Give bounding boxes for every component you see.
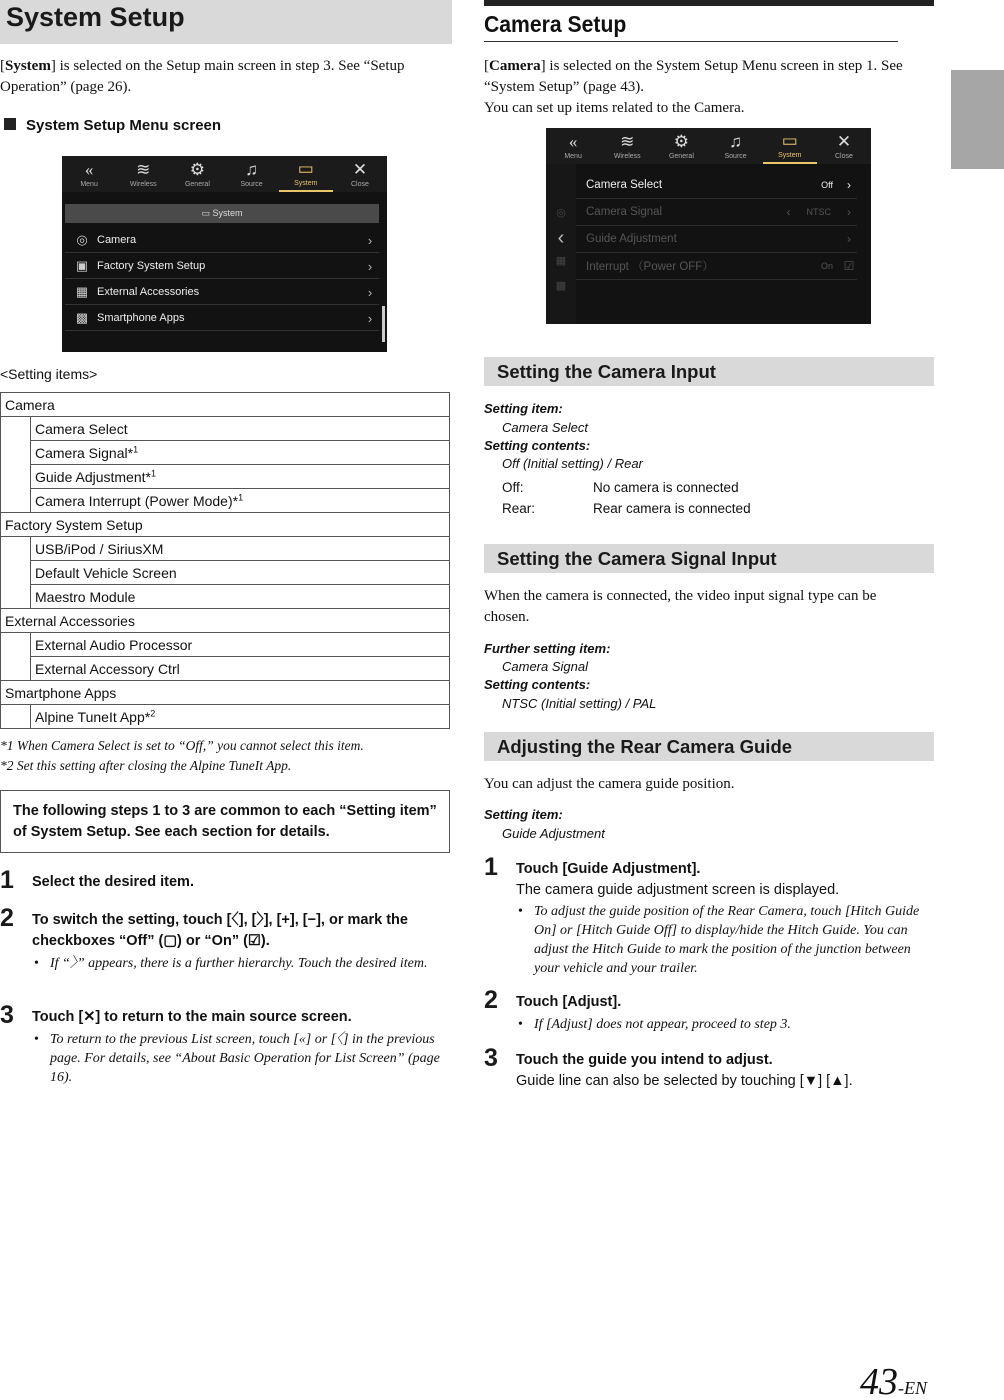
tab-general[interactable]: ⚙ General <box>668 131 694 160</box>
monitor-icon: ▭ <box>781 130 798 150</box>
step-number: 1 <box>484 853 498 881</box>
rear-label: Rear: <box>502 501 536 516</box>
further-setting-value: Camera Signal <box>502 659 588 674</box>
tab-close[interactable]: ✕ Close <box>834 131 853 160</box>
accessories-icon: ▦ <box>555 255 567 267</box>
table-item: Default Vehicle Screen <box>31 561 450 585</box>
page-number: 43-EN <box>860 1361 927 1400</box>
setting-item-label: Setting item: <box>484 401 563 416</box>
tab-source[interactable]: ♫ Source <box>724 131 747 160</box>
footnote-1: *1 When Camera Select is set to “Off,” you cannot select this item. <box>0 738 364 753</box>
setting-items-table <box>0 392 450 729</box>
step-number: 2 <box>484 986 498 1014</box>
camera-icon: ◎ <box>76 232 88 247</box>
setting-contents-label: Setting contents: <box>484 677 591 692</box>
chevron-right-icon: › <box>367 258 373 274</box>
screen-row-external[interactable]: ▦ External Accessories › <box>65 280 379 305</box>
tab-menu[interactable]: « Menu <box>80 159 98 188</box>
tab-close[interactable]: ✕ Close <box>350 159 369 188</box>
table-item: External Accessory Ctrl <box>31 657 450 681</box>
screen-row-camera-select[interactable]: Camera Select Off › <box>576 172 857 199</box>
section-camera-input: Setting the Camera Input <box>484 357 934 386</box>
screen-system-header: ▭ System <box>65 204 379 223</box>
footnote-2: *2 Set this setting after closing the Alpine TuneIt App. <box>0 758 292 773</box>
rear-description: Rear camera is connected <box>593 501 751 516</box>
table-item: Camera Interrupt (Power Mode)*$^1$ <box>31 489 450 513</box>
setting-item-value: Camera Select <box>502 420 588 435</box>
system-intro: [System] is selected on the Setup main screen in step 3. See “Setup Operation” (page 26). <box>0 58 405 95</box>
tab-source[interactable]: ♫ Source <box>240 159 263 188</box>
music-note-icon: ♫ <box>245 159 258 179</box>
setting-item-value: Guide Adjustment <box>502 826 605 841</box>
left-column <box>0 0 452 134</box>
step-number: 2 <box>0 904 14 932</box>
close-icon: ✕ <box>352 159 368 179</box>
screen-side-icons <box>546 164 576 324</box>
setting-contents-label: Setting contents: <box>484 438 591 453</box>
table-item: Alpine TuneIt App*$^2$ <box>31 705 450 729</box>
page-title: System Setup <box>6 2 185 32</box>
table-item: Guide Adjustment*$^1$ <box>31 465 450 489</box>
camera-icon: ◎ <box>556 207 566 219</box>
screen-row-guide-adjustment: Guide Adjustment › <box>576 226 857 253</box>
tab-system[interactable]: ▭ System <box>279 156 333 192</box>
apps-icon: ▩ <box>555 280 567 292</box>
system-setup-menu-screenshot <box>62 156 387 352</box>
step-number: 3 <box>484 1044 498 1072</box>
section-rear-camera-guide: Adjusting the Rear Camera Guide <box>484 732 934 761</box>
camera-intro: [Camera] is selected on the System Setup Menu screen in step 1. See “System Setup” (page 43). You can set up items related to the Camera. <box>484 58 903 116</box>
screen-row-interrupt: Interrupt （Power OFF） On ☑ <box>576 253 857 280</box>
apps-icon: ▩ <box>75 310 89 325</box>
chevron-right-icon: › <box>367 310 373 326</box>
step-number: 3 <box>0 1001 14 1029</box>
table-category: Camera <box>1 393 450 417</box>
camera-signal-paragraph: When the camera is connected, the video input signal type can be chosen. <box>484 588 877 625</box>
step-number: 1 <box>0 866 14 894</box>
camera-setup-heading: Camera Setup <box>484 6 898 42</box>
table-item: USB/iPod / SiriusXM <box>31 537 450 561</box>
off-description: No camera is connected <box>593 480 739 495</box>
screen-scrollbar[interactable] <box>382 306 385 342</box>
right-column <box>484 0 934 119</box>
right-step-3: 3 Touch the guide you intend to adjust. Guide line can also be selected by touching [▼] [▲]. <box>484 1044 853 1089</box>
notice-box: The following steps 1 to 3 are common to each “Setting item” of System Setup. See each section for details. <box>0 790 450 853</box>
chevron-right-icon: › <box>367 284 373 300</box>
screen-row-smartphone[interactable]: ▩ Smartphone Apps › <box>65 306 379 331</box>
wifi-icon: ≋ <box>620 131 635 151</box>
tab-general[interactable]: ⚙ General <box>184 159 210 188</box>
table-item: Maestro Module <box>31 585 450 609</box>
checkbox-checked-icon: ☑ <box>843 259 855 273</box>
screen-top-bar <box>546 128 871 164</box>
screen-row-factory[interactable]: ▣ Factory System Setup › <box>65 254 379 279</box>
section-camera-signal: Setting the Camera Signal Input <box>484 544 934 573</box>
monitor-icon: ▭ <box>297 158 314 178</box>
square-bullet-icon <box>4 118 16 130</box>
gear-icon: ⚙ <box>673 131 690 151</box>
left-step-2: 2 To switch the setting, touch [〈], [〉], [+], [−], or mark the checkboxes “Off” (▢) or “On” (☑). • If “〉” appears, there is a further hierarchy. Touch the desired item. <box>0 910 452 973</box>
tab-menu[interactable]: « Menu <box>564 131 582 160</box>
gear-icon: ⚙ <box>189 159 206 179</box>
table-item: Camera Select <box>31 417 450 441</box>
table-category: Factory System Setup <box>1 513 450 537</box>
music-note-icon: ♫ <box>729 131 742 151</box>
setting-items-label: <Setting items> <box>0 366 98 382</box>
setting-item-label: Setting item: <box>484 807 563 822</box>
accessories-icon: ▦ <box>75 284 89 299</box>
further-setting-label: Further setting item: <box>484 641 611 656</box>
right-step-2: 2 Touch [Adjust]. • If [Adjust] does not appear, proceed to step 3. <box>484 992 934 1034</box>
tab-wireless[interactable]: ≋ Wireless <box>613 131 641 160</box>
table-item: External Audio Processor <box>31 633 450 657</box>
chevron-right-icon: › <box>367 232 373 248</box>
factory-icon: ▣ <box>75 258 89 273</box>
system-setup-heading-bar <box>0 0 452 44</box>
back-chevron-icon[interactable]: ‹ <box>557 227 565 249</box>
chevron-right-icon: › <box>847 205 851 219</box>
wifi-icon: ≋ <box>136 159 151 179</box>
left-step-3: 3 Touch [✕] to return to the main source screen. • To return to the previous List screen, touch [«] or [〈] in the previous page. For details, see “About Basic Operation for List Screen” (page 16). <box>0 1007 452 1087</box>
monitor-icon: ▭ <box>201 208 213 218</box>
double-chevron-left-icon: « <box>568 131 578 151</box>
close-icon: ✕ <box>836 131 852 151</box>
chapter-tab <box>951 70 1004 169</box>
setting-contents-value: NTSC (Initial setting) / PAL <box>502 696 657 711</box>
table-category: Smartphone Apps <box>1 681 450 705</box>
off-label: Off: <box>502 480 524 495</box>
tab-system[interactable]: ▭ System <box>763 128 817 164</box>
chevron-left-icon: ‹ <box>786 205 791 219</box>
screen-top-bar <box>62 156 387 192</box>
right-step-1: 1 Touch [Guide Adjustment]. The camera guide adjustment screen is displayed. • To adjust the guide position of the Rear Camera, touch [Hitch Guide On] or [Hitch Guide Off] to display/hide the Hitch Guide. You can adjust the Hitch Guide to mark the position of the junction between your vehicle and your trailer. <box>484 859 934 978</box>
screen-row-camera[interactable]: ◎ Camera › <box>65 228 379 253</box>
menu-screen-heading: System Setup Menu screen <box>0 117 452 134</box>
double-chevron-left-icon: « <box>84 159 94 179</box>
chevron-right-icon: › <box>847 232 851 246</box>
table-category: External Accessories <box>1 609 450 633</box>
chevron-right-icon: › <box>847 178 851 192</box>
setting-contents-value: Off (Initial setting) / Rear <box>502 456 643 471</box>
tab-wireless[interactable]: ≋ Wireless <box>129 159 157 188</box>
table-item: Camera Signal*$^1$ <box>31 441 450 465</box>
left-step-1: 1 Select the desired item. <box>0 866 194 894</box>
guide-paragraph: You can adjust the camera guide position. <box>484 776 735 792</box>
camera-setup-screenshot <box>546 128 871 324</box>
screen-row-camera-signal: Camera Signal ‹ NTSC › <box>576 199 857 226</box>
